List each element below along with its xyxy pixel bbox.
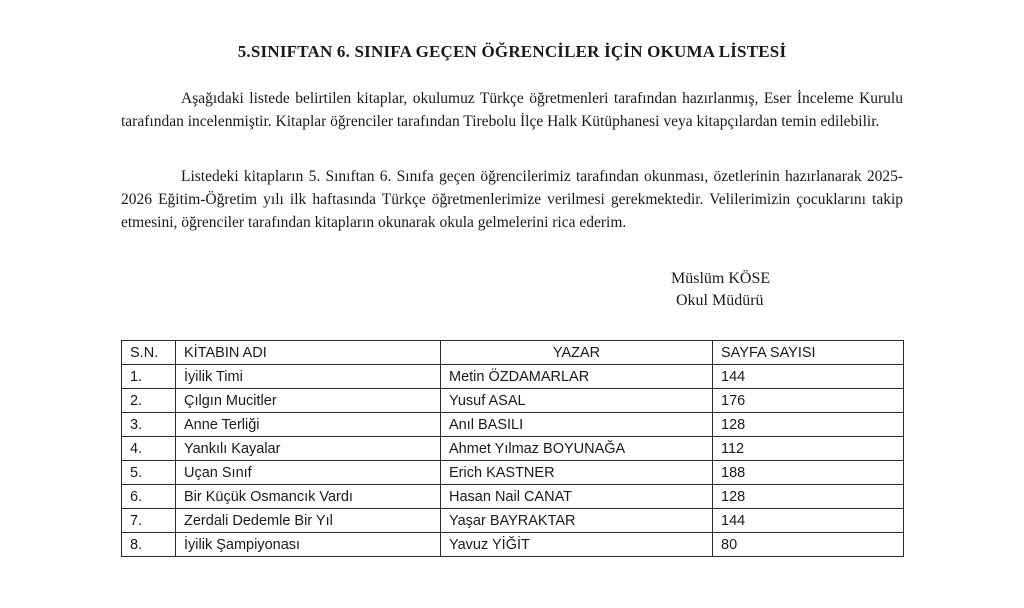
cell-author: Yavuz YİĞİT	[441, 533, 713, 557]
cell-sn: 5.	[122, 461, 176, 485]
cell-page-count: 188	[713, 461, 904, 485]
signature-role: Okul Müdürü	[676, 292, 764, 309]
table-row	[122, 413, 904, 437]
cell-book-title: Çılgın Mucitler	[176, 389, 441, 413]
signature-name: Müslüm KÖSE	[671, 270, 771, 287]
table-row	[122, 461, 904, 485]
cell-author: Metin ÖZDAMARLAR	[441, 365, 713, 389]
cell-book-title: Zerdali Dedemle Bir Yıl	[176, 509, 441, 533]
cell-author: Ahmet Yılmaz BOYUNAĞA	[441, 437, 713, 461]
intro-paragraph: Aşağıdaki listede belirtilen kitaplar, okulumuz Türkçe öğretmenleri tarafından hazırlanmış, Eser İnceleme Kurulu tarafından incelenmiştir. Kitaplar öğrenciler tarafından Tirebolu İlçe Halk Kütüphanesi veya kitapçılardan temin edilebilir.	[121, 90, 903, 130]
cell-book-title: İyilik Timi	[176, 365, 441, 389]
cell-book-title: Anne Terliği	[176, 413, 441, 437]
cell-page-count: 128	[713, 485, 904, 509]
cell-book-title: Uçan Sınıf	[176, 461, 441, 485]
table-row	[122, 389, 904, 413]
header-sn: S.N.	[122, 341, 176, 365]
cell-author: Yaşar BAYRAKTAR	[441, 509, 713, 533]
cell-author: Hasan Nail CANAT	[441, 485, 713, 509]
cell-sn: 7.	[122, 509, 176, 533]
table-row	[122, 509, 904, 533]
table-row	[122, 437, 904, 461]
cell-page-count: 128	[713, 413, 904, 437]
cell-author: Erich KASTNER	[441, 461, 713, 485]
cell-sn: 8.	[122, 533, 176, 557]
cell-book-title: Yankılı Kayalar	[176, 437, 441, 461]
cell-author: Anıl BASILI	[441, 413, 713, 437]
document-title: 5.SINIFTAN 6. SINIFA GEÇEN ÖĞRENCİLER İÇİN OKUMA LİSTESİ	[237, 42, 787, 61]
table-header-row	[122, 341, 904, 365]
header-author: YAZAR	[441, 341, 713, 365]
cell-sn: 1.	[122, 365, 176, 389]
cell-sn: 6.	[122, 485, 176, 509]
cell-book-title: İyilik Şampiyonası	[176, 533, 441, 557]
cell-sn: 2.	[122, 389, 176, 413]
cell-page-count: 80	[713, 533, 904, 557]
cell-page-count: 144	[713, 509, 904, 533]
cell-author: Yusuf ASAL	[441, 389, 713, 413]
instruction-paragraph: Listedeki kitapların 5. Sınıftan 6. Sınıfa geçen öğrencilerimiz tarafından okunması, özetlerinin hazırlanarak 2025-2026 Eğitim-Öğretim yılı ilk haftasında Türkçe öğretmenlerimize verilmesi gerekmektedir. Velilerimizin çocuklarını takip etmesini, öğrenciler tarafından kitapların okunarak okula gelmelerini rica ederim.	[121, 168, 903, 231]
cell-sn: 4.	[122, 437, 176, 461]
table-row	[122, 485, 904, 509]
table-row	[122, 533, 904, 557]
cell-page-count: 112	[713, 437, 904, 461]
header-page-count: SAYFA SAYISI	[713, 341, 904, 365]
header-book-title: KİTABIN ADI	[176, 341, 441, 365]
table-row	[122, 365, 904, 389]
cell-page-count: 176	[713, 389, 904, 413]
cell-sn: 3.	[122, 413, 176, 437]
cell-book-title: Bir Küçük Osmancık Vardı	[176, 485, 441, 509]
cell-page-count: 144	[713, 365, 904, 389]
reading-list-table	[121, 340, 904, 557]
